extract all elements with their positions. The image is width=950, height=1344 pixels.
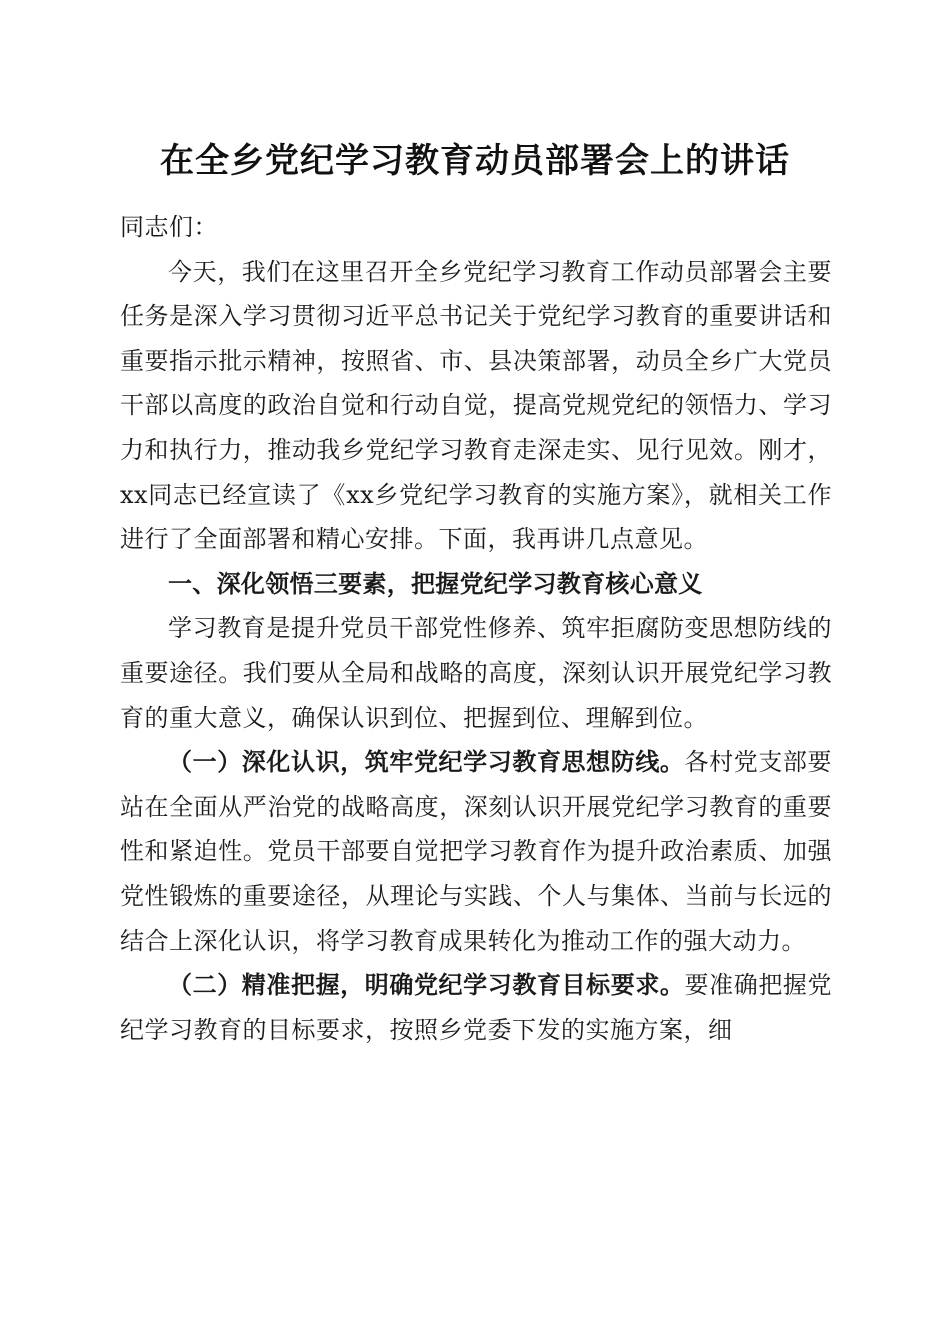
subsection-1-lead: （一）深化认识，筑牢党纪学习教育思想防线。 xyxy=(168,747,685,777)
paragraph-intro: 今天，我们在这里召开全乡党纪学习教育工作动员部署会主要任务是深入学习贯彻习近平总书记关于党纪学习教育的重要讲话和重要指示批示精神，按照省、市、县决策部署，动员全乡广大党员干部以高度的政治自觉和行动自觉，提高党规党纪的领悟力、学习力和执行力，推动我乡党纪学习教育走深走实、见行见效。刚才，xx同志已经宣读了《xx乡党纪学习教育的实施方案》，就相关工作进行了全面部署和精心安排。下面，我再讲几点意见。 xyxy=(120,257,832,554)
document-body xyxy=(120,205,832,1052)
paragraph-section-1: 学习教育是提升党员干部党性修养、筑牢拒腐防变思想防线的重要途径。我们要从全局和战略的高度，深刻认识开展党纪学习教育的重大意义，确保认识到位、把握到位、理解到位。 xyxy=(120,614,832,732)
paragraph-subsection-2 xyxy=(120,963,832,1052)
subsection-1-text: 各村党支部要站在全面从严治党的战略高度，深刻认识开展党纪学习教育的重要性和紧迫性。党员干部要自觉把学习教育作为提升政治素质、加强党性锻炼的重要途径，从理论与实践、个人与集体、当前与长远的结合上深化认识，将学习教育成果转化为推动工作的强大动力。 xyxy=(120,748,833,955)
salutation: 同志们： xyxy=(120,213,218,241)
section-heading-1: 一、深化领悟三要素，把握党纪学习教育核心意义 xyxy=(168,569,703,598)
document-title: 在全乡党纪学习教育动员部署会上的讲话 xyxy=(160,141,790,181)
paragraph-subsection-1 xyxy=(120,740,832,963)
subsection-2-text: 要准确把握党纪学习教育的目标要求，按照乡党委下发的实施方案，细 xyxy=(120,971,833,1044)
subsection-2-lead: （二）精准把握，明确党纪学习教育目标要求。 xyxy=(168,970,685,1000)
